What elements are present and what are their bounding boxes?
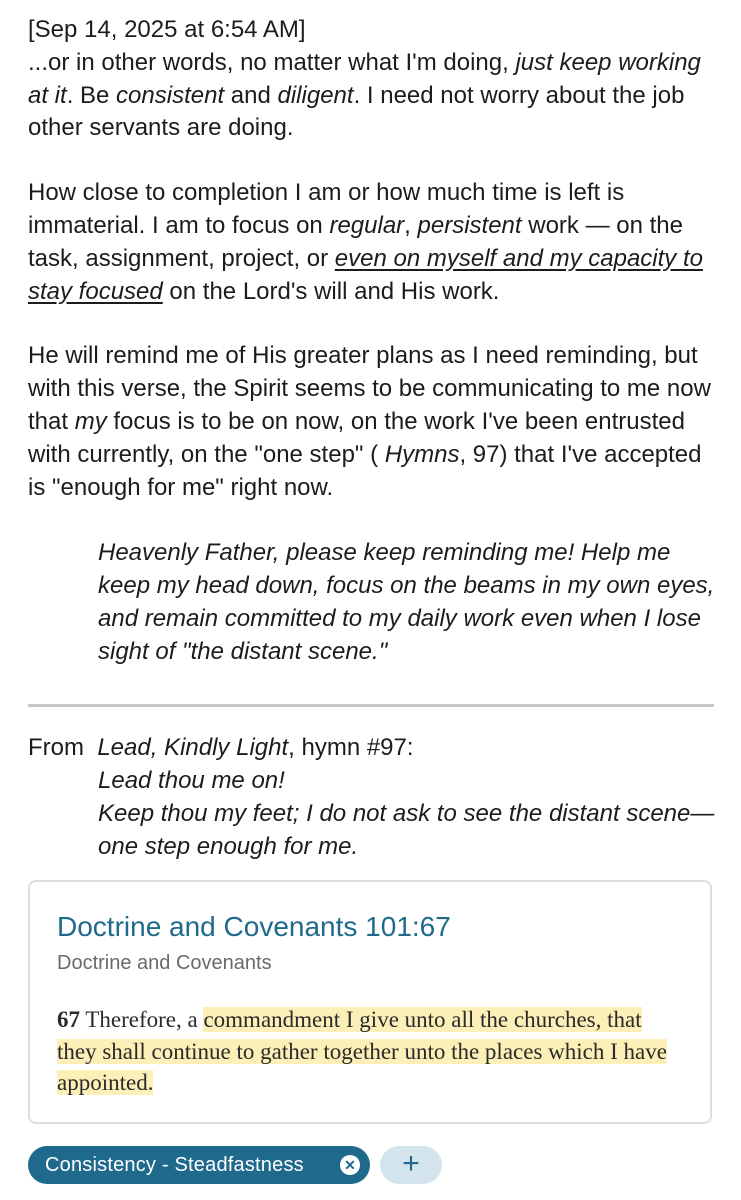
underlined-emphasis: even on myself and my capacity to stay focused xyxy=(28,244,703,305)
hymn-reference xyxy=(28,731,718,863)
verse-text: Therefore, a xyxy=(80,1007,204,1032)
emphasis: just keep working at it xyxy=(28,48,701,109)
text: and xyxy=(224,81,278,109)
hymn-line: Keep thou my feet; I do not ask to see the distant scene—one step enough for me. xyxy=(98,800,715,860)
hymn-line: Lead thou me on! xyxy=(98,767,285,794)
highlighted-verse-text: commandment I give unto all the churches, that they shall continue to gather together unto the places which I have appointed. xyxy=(57,1007,667,1095)
scripture-reference-link[interactable]: Doctrine and Covenants 101:67 xyxy=(57,911,451,942)
text: . I need not worry about the job other servants are doing. xyxy=(28,81,685,142)
text: How close to completion I am or how much time is left is immaterial. I am to focus on xyxy=(28,179,625,239)
text: ...or in other words, no matter what I'm doing, xyxy=(28,48,516,76)
hymn-title: Lead, Kindly Light xyxy=(97,734,289,761)
text: , 97) that I've accepted is "enough for me" right now. xyxy=(28,440,702,501)
text: He will remind me of His greater plans as I need reminding, but with this verse, the Spirit seems to be communicating to me now that xyxy=(28,342,711,435)
tag-chip[interactable] xyxy=(28,1146,370,1184)
entry-paragraph-3 xyxy=(28,340,718,504)
add-tag-button[interactable]: + xyxy=(380,1146,442,1184)
journal-entry xyxy=(28,14,718,669)
entry-paragraph-1 xyxy=(28,14,718,145)
scripture-card[interactable] xyxy=(28,880,712,1124)
emphasis: diligent xyxy=(277,81,354,109)
prayer-quote: Heavenly Father, please keep reminding me! Help me keep my head down, focus on the beams in my own eyes, and remain committed to my daily work even when I lose sight of "the distant scene." xyxy=(98,539,715,665)
entry-timestamp: [Sep 14, 2025 at 6:54 AM] xyxy=(28,16,306,43)
tag-label: Consistency - Steadfastness xyxy=(45,1154,304,1176)
hymn-source xyxy=(28,731,718,764)
text: , xyxy=(404,211,418,239)
text: on the Lord's will and His work. xyxy=(162,277,500,305)
verse-number: 67 xyxy=(57,1007,80,1032)
scripture-book: Doctrine and Covenants xyxy=(57,952,272,974)
hymn-lines xyxy=(98,764,718,863)
scripture-verse xyxy=(57,1004,677,1099)
emphasis: Hymns xyxy=(384,440,460,468)
entry-paragraph-2 xyxy=(28,177,718,308)
emphasis: persistent xyxy=(417,211,522,239)
section-divider xyxy=(28,704,714,707)
emphasis: regular xyxy=(329,211,405,239)
remove-tag-icon[interactable]: ✕ xyxy=(340,1155,360,1175)
text: From xyxy=(28,734,98,761)
text: focus is to be on now, on the work I've been entrusted with currently, on the "one step" ( xyxy=(28,407,685,468)
text: work — on the task, assignment, project, or xyxy=(28,211,683,272)
emphasis: my xyxy=(74,407,107,435)
emphasis: consistent xyxy=(116,81,225,109)
text: . Be xyxy=(66,81,117,109)
hymn-number: , hymn #97: xyxy=(288,734,414,761)
